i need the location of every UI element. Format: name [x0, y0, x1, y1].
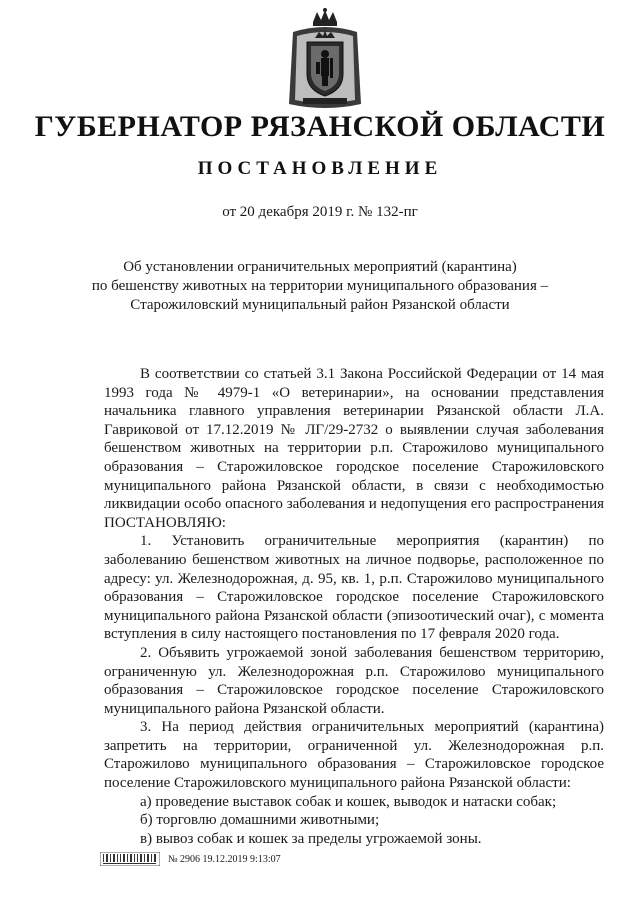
clause-3: 3. На период действия ограничительных мероприятий (карантина) запретить на территории, ограниченной ул. Железнодорожная р.п. Старожилово муниципального образования – Старожиловское городское поселение Старожиловского муниципального района Рязанской области: — [104, 719, 604, 792]
subject-line: по бешенству животных на территории муниципального образования – — [91, 278, 549, 294]
coat-of-arms-icon — [283, 8, 367, 112]
governor-title: ГУБЕРНАТОР РЯЗАНСКОЙ ОБЛАСТИ — [34, 110, 606, 143]
registry-stamp-icon — [100, 852, 160, 866]
subject-line: Старожиловский муниципальный район Рязанской области — [130, 297, 510, 313]
clause-2: 2. Объявить угрожаемой зоной заболевания бешенством территорию, ограниченную ул. Железнодорожная р.п. Старожилово муниципального образования – Старожиловское городское поселение Старожиловского муниципального района Рязанской области. — [104, 644, 604, 717]
registration-footer — [100, 852, 281, 866]
subject-line: Об установлении ограничительных мероприятий (карантина) — [123, 259, 517, 275]
clause-3c: в) вывоз собак и кошек за пределы угрожаемой зоны. — [140, 830, 482, 847]
clause-3a: а) проведение выставок собак и кошек, выводок и натаски собак; — [140, 793, 557, 810]
clause-3b: б) торговлю домашними животными; — [140, 812, 380, 829]
document-subject — [60, 258, 580, 315]
registration-number: № 2906 19.12.2019 9:13:07 — [168, 853, 281, 865]
preamble-paragraph: В соответствии со статьей 3.1 Закона Российской Федерации от 14 мая 1993 года № 4979-1 «О ветеринарии», на основании представления начальника главного управления ветеринарии Рязанской области Л.А. Гавриковой от 17.12.2019 № ЛГ/29-2732 о выявлении случая заболевания бешенством животных на территории р.п. Старожилово муниципального образования – Старожиловское городское поселение Старожиловского муниципального района Рязанской области, в связи с необходимостью ликвидации особо опасного заболевания и недопущения его распространения ПОСТАНОВЛЯЮ: — [104, 366, 604, 531]
document-type: ПОСТАНОВЛЕНИЕ — [197, 158, 443, 179]
clause-1: 1. Установить ограничительные мероприятия (карантин) по заболеванию бешенством животных на личное подворье, расположенное по адресу: ул. Железнодорожная, д. 95, кв. 1, р.п. Старожилово муниципального образования – Старожиловское городское поселение Старожиловского муниципального района Рязанской области (эпизоотический очаг), с момента вступления в силу настоящего постановления по 17 февраля 2020 года. — [104, 533, 604, 643]
document-body — [104, 365, 604, 848]
document-date-number: от 20 декабря 2019 г. № 132-пг — [222, 204, 418, 220]
